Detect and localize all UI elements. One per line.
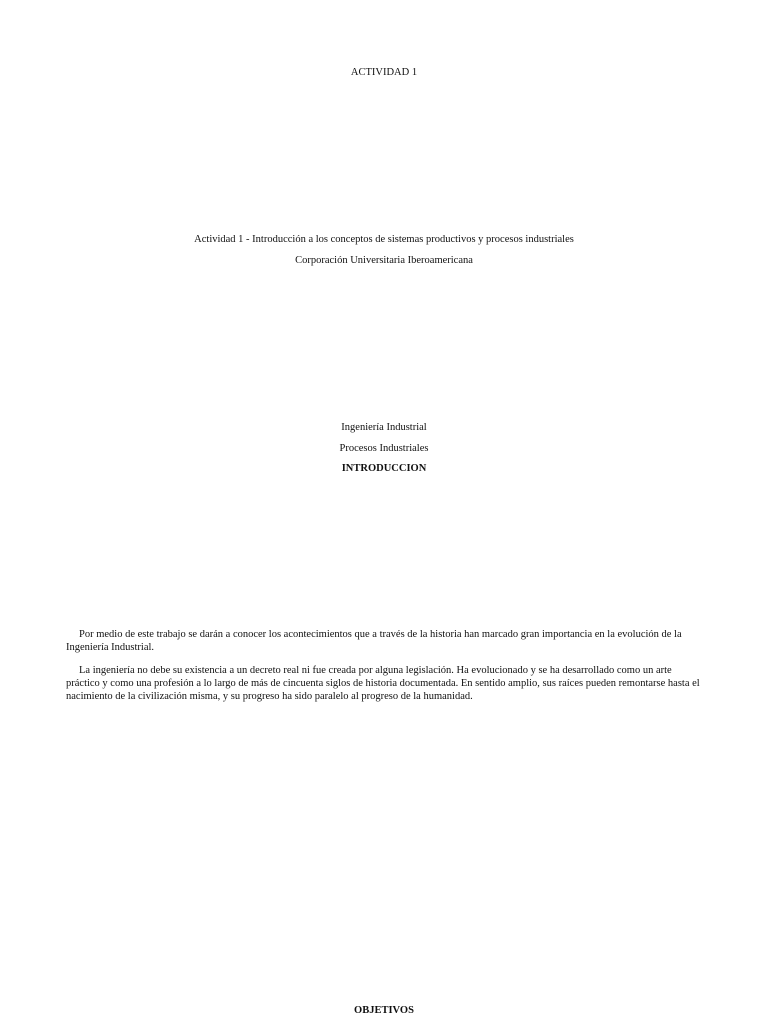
course-name: Procesos Industriales xyxy=(339,443,429,454)
introduction-paragraph-2: La ingeniería no debe su existencia a un decreto real ni fue creada por alguna legislación. Ha evolucionado y se ha desarrollado como un arte práctico y como una profesión a lo largo de más de cincuenta siglos de historia documentada. En sentido amplio, sus raíces pueden remontarse hasta el nacimiento de la civilización misma, y su progreso ha sido paralelo al progreso de la humanidad. xyxy=(66,665,700,702)
introduction-paragraph-1: Por medio de este trabajo se darán a conocer los acontecimientos que a través de la historia han marcado gran importancia en la evolución de la Ingeniería Industrial. xyxy=(66,629,682,653)
cover-heading: ACTIVIDAD 1 xyxy=(350,67,418,78)
activity-title: Actividad 1 - Introducción a los conceptos de sistemas productivos y procesos industriales xyxy=(194,234,574,245)
institution-name: Corporación Universitaria Iberoamericana xyxy=(295,255,473,266)
introduction-heading: INTRODUCCION xyxy=(341,463,427,474)
objectives-heading: OBJETIVOS xyxy=(354,1005,414,1016)
program-name: Ingeniería Industrial xyxy=(341,422,427,433)
